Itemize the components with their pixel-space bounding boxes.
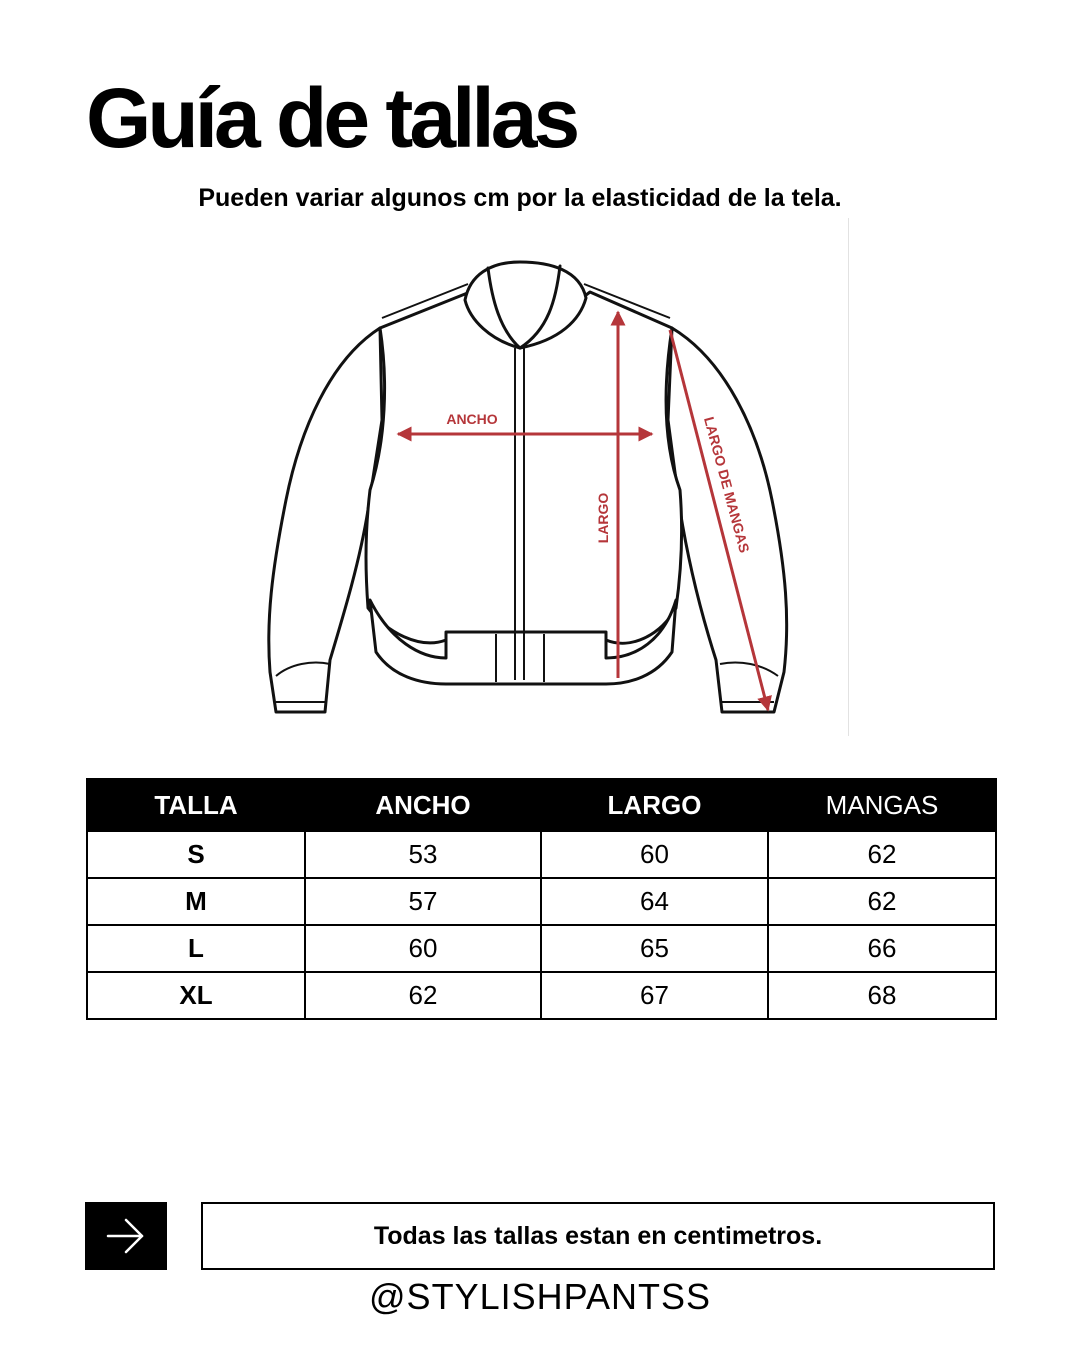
table-row	[87, 878, 996, 925]
header-ancho: ANCHO	[305, 779, 541, 831]
size-cell: L	[87, 925, 305, 972]
size-table	[86, 778, 997, 1020]
units-note-text: Todas las tallas estan en centimetros.	[373, 1221, 823, 1250]
ancho-cell: 62	[305, 972, 541, 1019]
mangas-cell: 62	[768, 831, 996, 878]
ancho-cell: 60	[305, 925, 541, 972]
arrow-right-icon	[104, 1216, 148, 1256]
table-header-row	[87, 779, 996, 831]
page-title: Guía de tallas	[86, 71, 577, 165]
header-talla: TALLA	[87, 779, 305, 831]
ancho-cell: 57	[305, 878, 541, 925]
table-row	[87, 925, 996, 972]
page-subtitle: Pueden variar algunos cm por la elasticidad de la tela.	[198, 184, 842, 212]
header-largo: LARGO	[541, 779, 768, 831]
size-cell: XL	[87, 972, 305, 1019]
largo-cell: 65	[541, 925, 768, 972]
mangas-cell: 62	[768, 878, 996, 925]
largo-cell: 60	[541, 831, 768, 878]
left-sleeve	[269, 328, 382, 712]
units-note	[201, 1202, 995, 1270]
brand-handle: @STYLISHPANTSS	[369, 1276, 711, 1317]
header-mangas: MANGAS	[768, 779, 996, 831]
largo-mangas-label: LARGO DE MANGAS	[700, 415, 753, 555]
ancho-label: ANCHO	[446, 411, 498, 427]
size-cell: S	[87, 831, 305, 878]
ancho-cell: 53	[305, 831, 541, 878]
size-cell: M	[87, 878, 305, 925]
divider-line	[848, 218, 849, 736]
mangas-cell: 68	[768, 972, 996, 1019]
mangas-cell: 66	[768, 925, 996, 972]
table-row	[87, 831, 996, 878]
next-arrow-button[interactable]	[85, 1202, 167, 1270]
jacket-diagram	[255, 245, 815, 730]
largo-cell: 64	[541, 878, 768, 925]
table-row	[87, 972, 996, 1019]
largo-label: LARGO	[595, 492, 611, 544]
largo-cell: 67	[541, 972, 768, 1019]
